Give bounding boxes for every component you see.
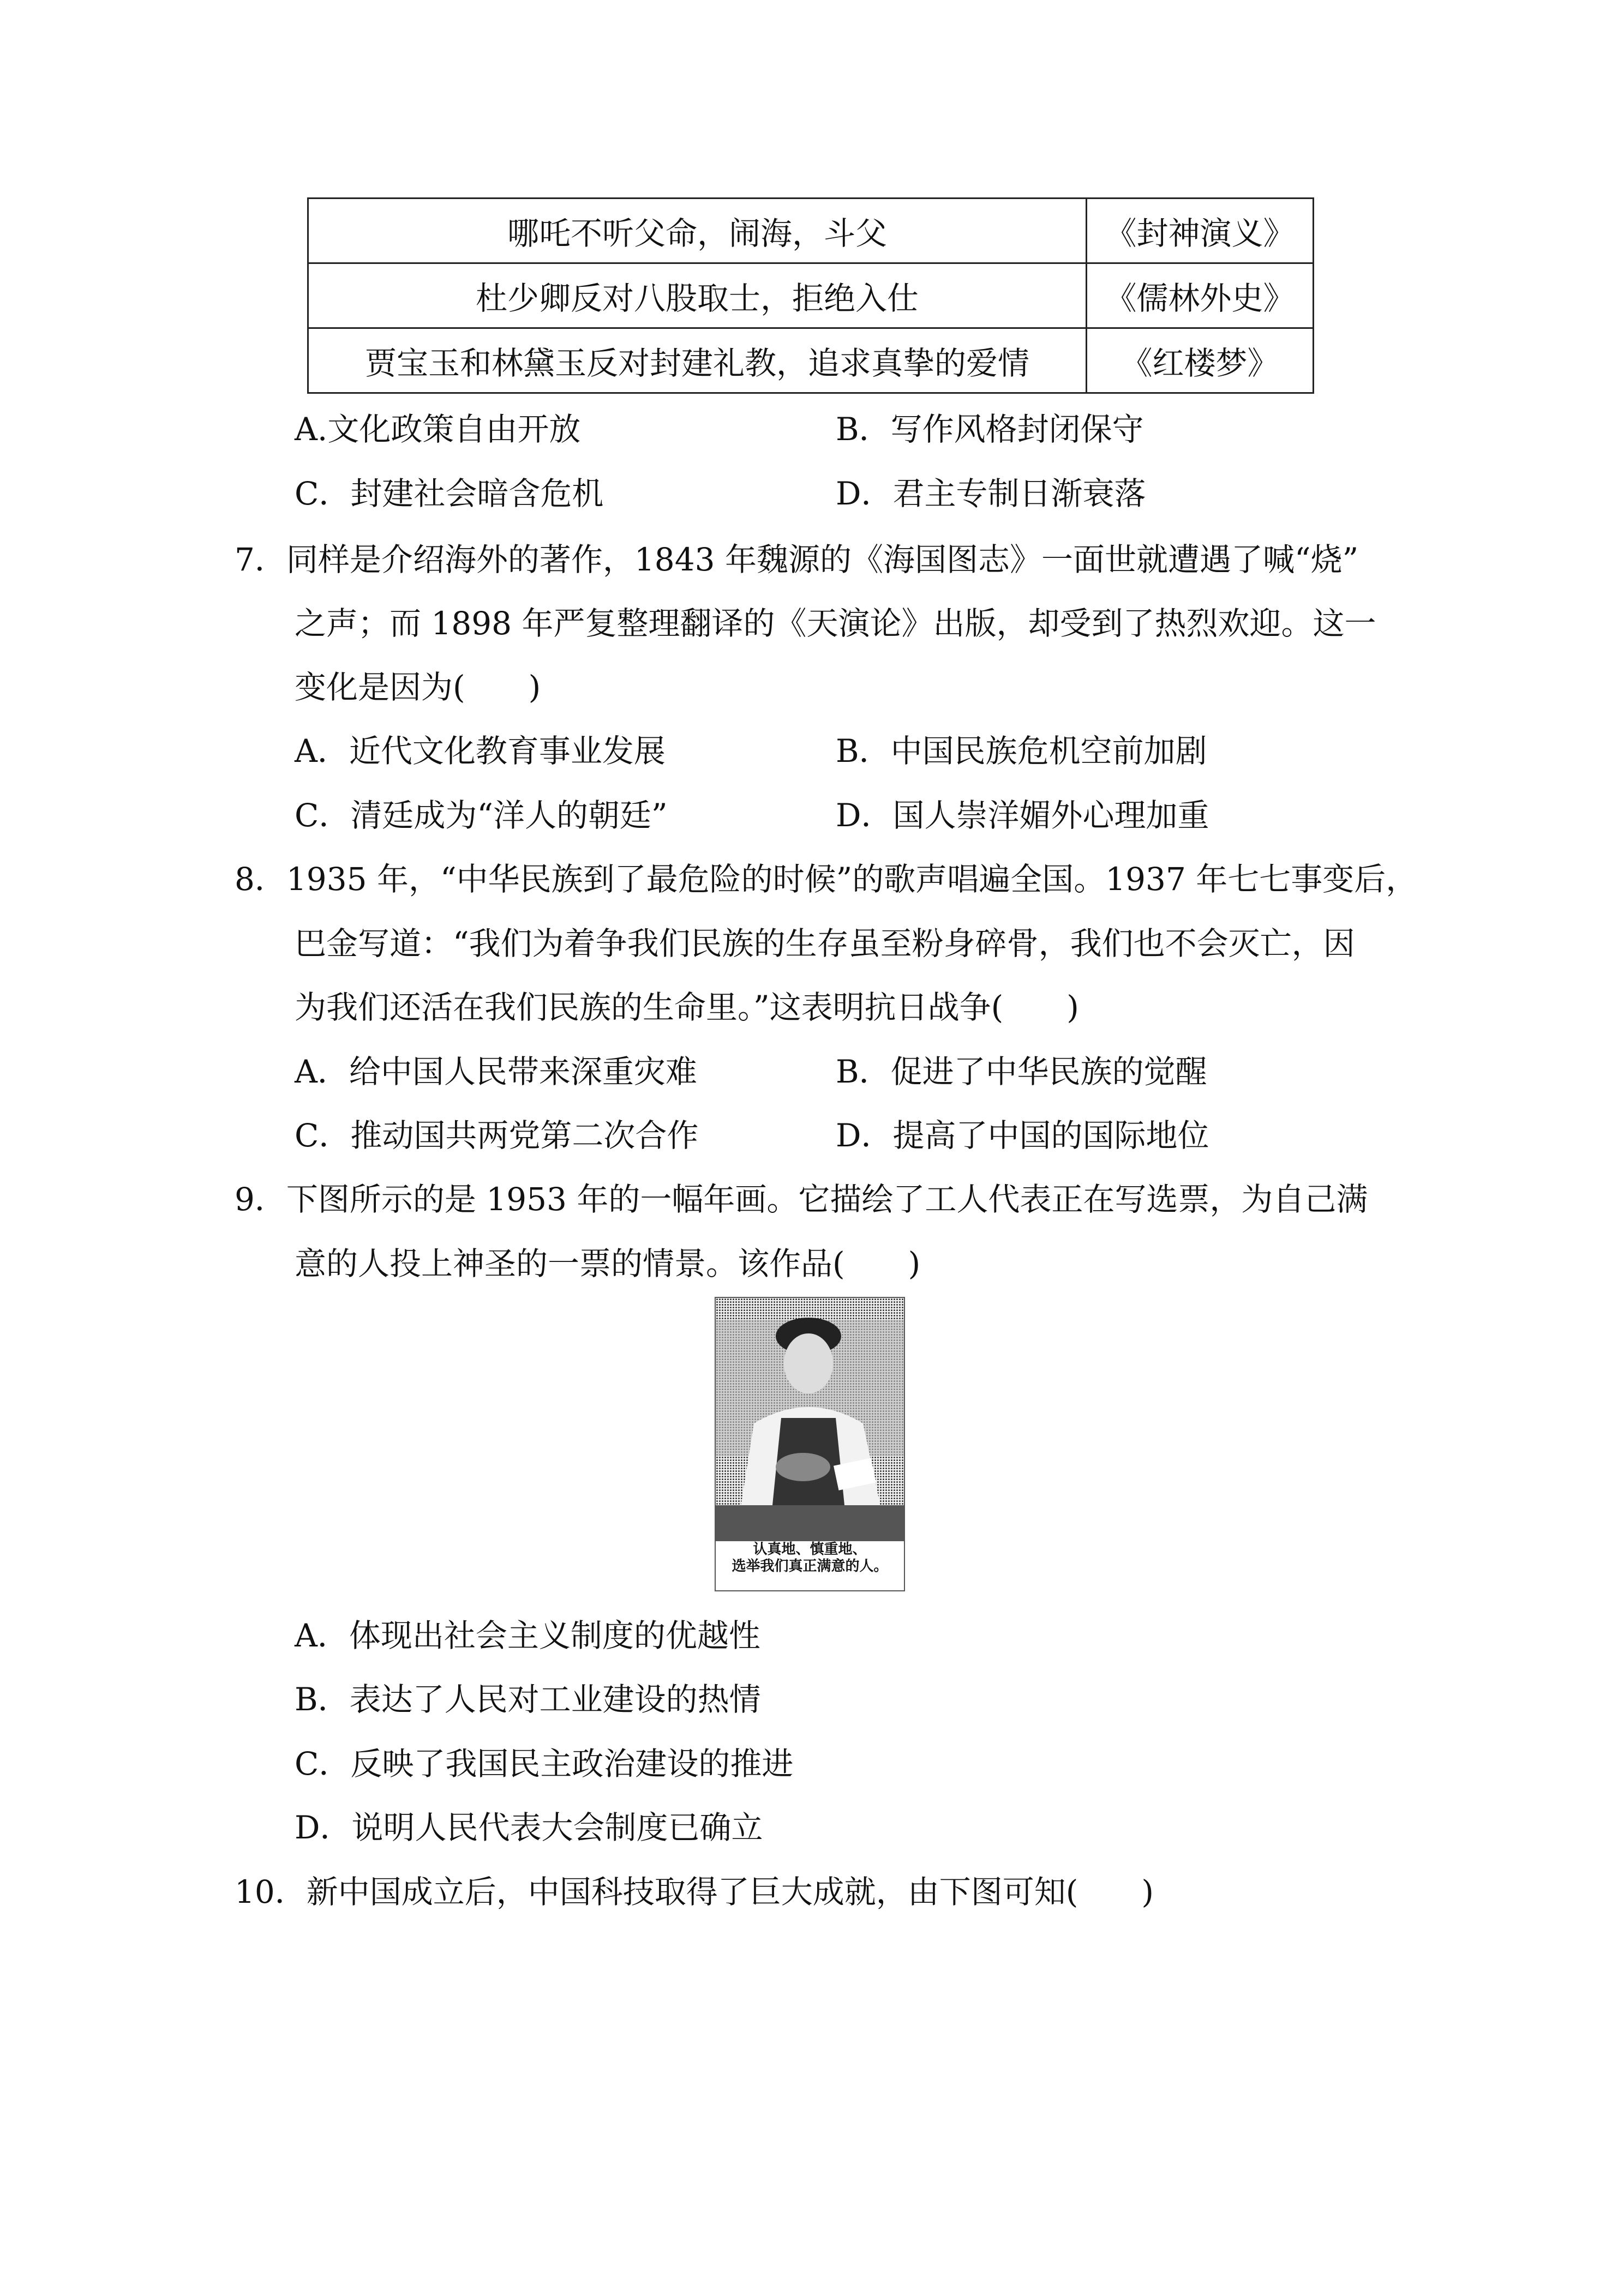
table-cell-book: 《儒林外史》 xyxy=(1087,263,1314,328)
q9-stem-line2: 意的人投上神圣的一票的情景。该作品( ) xyxy=(295,1245,921,1282)
table-row xyxy=(308,328,1314,393)
q9-option-a: A．体现出社会主义制度的优越性 xyxy=(295,1617,760,1654)
q7-stem-line2: 之声；而 1898 年严复整理翻译的《天演论》出版，却受到了热烈欢迎。这一 xyxy=(295,605,1376,642)
q6-option-a: A.文化政策自由开放 xyxy=(295,411,581,448)
table-row xyxy=(308,199,1314,263)
picture-caption-line2: 选举我们真正满意的人。 xyxy=(732,1558,888,1575)
table-cell-book: 《红楼梦》 xyxy=(1087,328,1314,393)
q8-option-a: A．给中国人民带来深重灾难 xyxy=(295,1053,697,1090)
q9-option-d: D．说明人民代表大会制度已确立 xyxy=(295,1809,763,1846)
q7-option-c: C．清廷成为“洋人的朝廷” xyxy=(295,797,668,834)
table-cell-plot: 哪吒不听父命，闹海，斗父 xyxy=(308,199,1087,263)
literature-table xyxy=(307,197,1314,394)
q8-stem-line2: 巴金写道：“我们为着争我们民族的生存虽至粉身碎骨，我们也不会灭亡，因 xyxy=(295,925,1355,962)
q7-stem-line3: 变化是因为( ) xyxy=(295,669,541,706)
q9-option-b: B．表达了人民对工业建设的热情 xyxy=(295,1681,761,1718)
q8-option-c: C．推动国共两党第二次合作 xyxy=(295,1117,699,1154)
q9-option-c: C．反映了我国民主政治建设的推进 xyxy=(295,1745,794,1782)
picture-caption xyxy=(716,1541,904,1590)
q6-option-d: D．君主专制日渐衰落 xyxy=(836,475,1146,512)
table-cell-plot: 杜少卿反对八股取士，拒绝入仕 xyxy=(308,263,1087,328)
table-cell-plot: 贾宝玉和林黛玉反对封建礼教，追求真挚的爱情 xyxy=(308,328,1087,393)
q7-option-d: D．国人崇洋媚外心理加重 xyxy=(836,797,1209,834)
q9-stem-line1: 9．下图所示的是 1953 年的一幅年画。它描绘了工人代表正在写选票，为自己满 xyxy=(235,1181,1368,1218)
q6-option-b: B．写作风格封闭保守 xyxy=(836,411,1144,448)
table-cell-book: 《封神演义》 xyxy=(1087,199,1314,263)
q7-option-a: A．近代文化教育事业发展 xyxy=(295,732,666,770)
q8-option-b: B．促进了中华民族的觉醒 xyxy=(836,1053,1207,1090)
q10-stem-line1: 10．新中国成立后，中国科技取得了巨大成就，由下图可知( ) xyxy=(235,1873,1154,1910)
picture-caption-line1: 认真地、慎重地、 xyxy=(753,1541,867,1558)
new-year-picture-1953 xyxy=(715,1297,905,1591)
q8-stem-line3: 为我们还活在我们民族的生命里。”这表明抗日战争( ) xyxy=(295,989,1079,1026)
q8-stem-line1: 8．1935 年，“中华民族到了最危险的时候”的歌声唱遍全国。1937 年七七事变后， xyxy=(235,861,1418,898)
q7-stem-line1: 7．同样是介绍海外的著作，1843 年魏源的《海国图志》一面世就遭遇了喊“烧” xyxy=(235,541,1359,578)
q6-option-c: C．封建社会暗含危机 xyxy=(295,475,604,512)
table-row xyxy=(308,263,1314,328)
q7-option-b: B．中国民族危机空前加剧 xyxy=(836,732,1207,770)
q8-option-d: D．提高了中国的国际地位 xyxy=(836,1117,1209,1154)
